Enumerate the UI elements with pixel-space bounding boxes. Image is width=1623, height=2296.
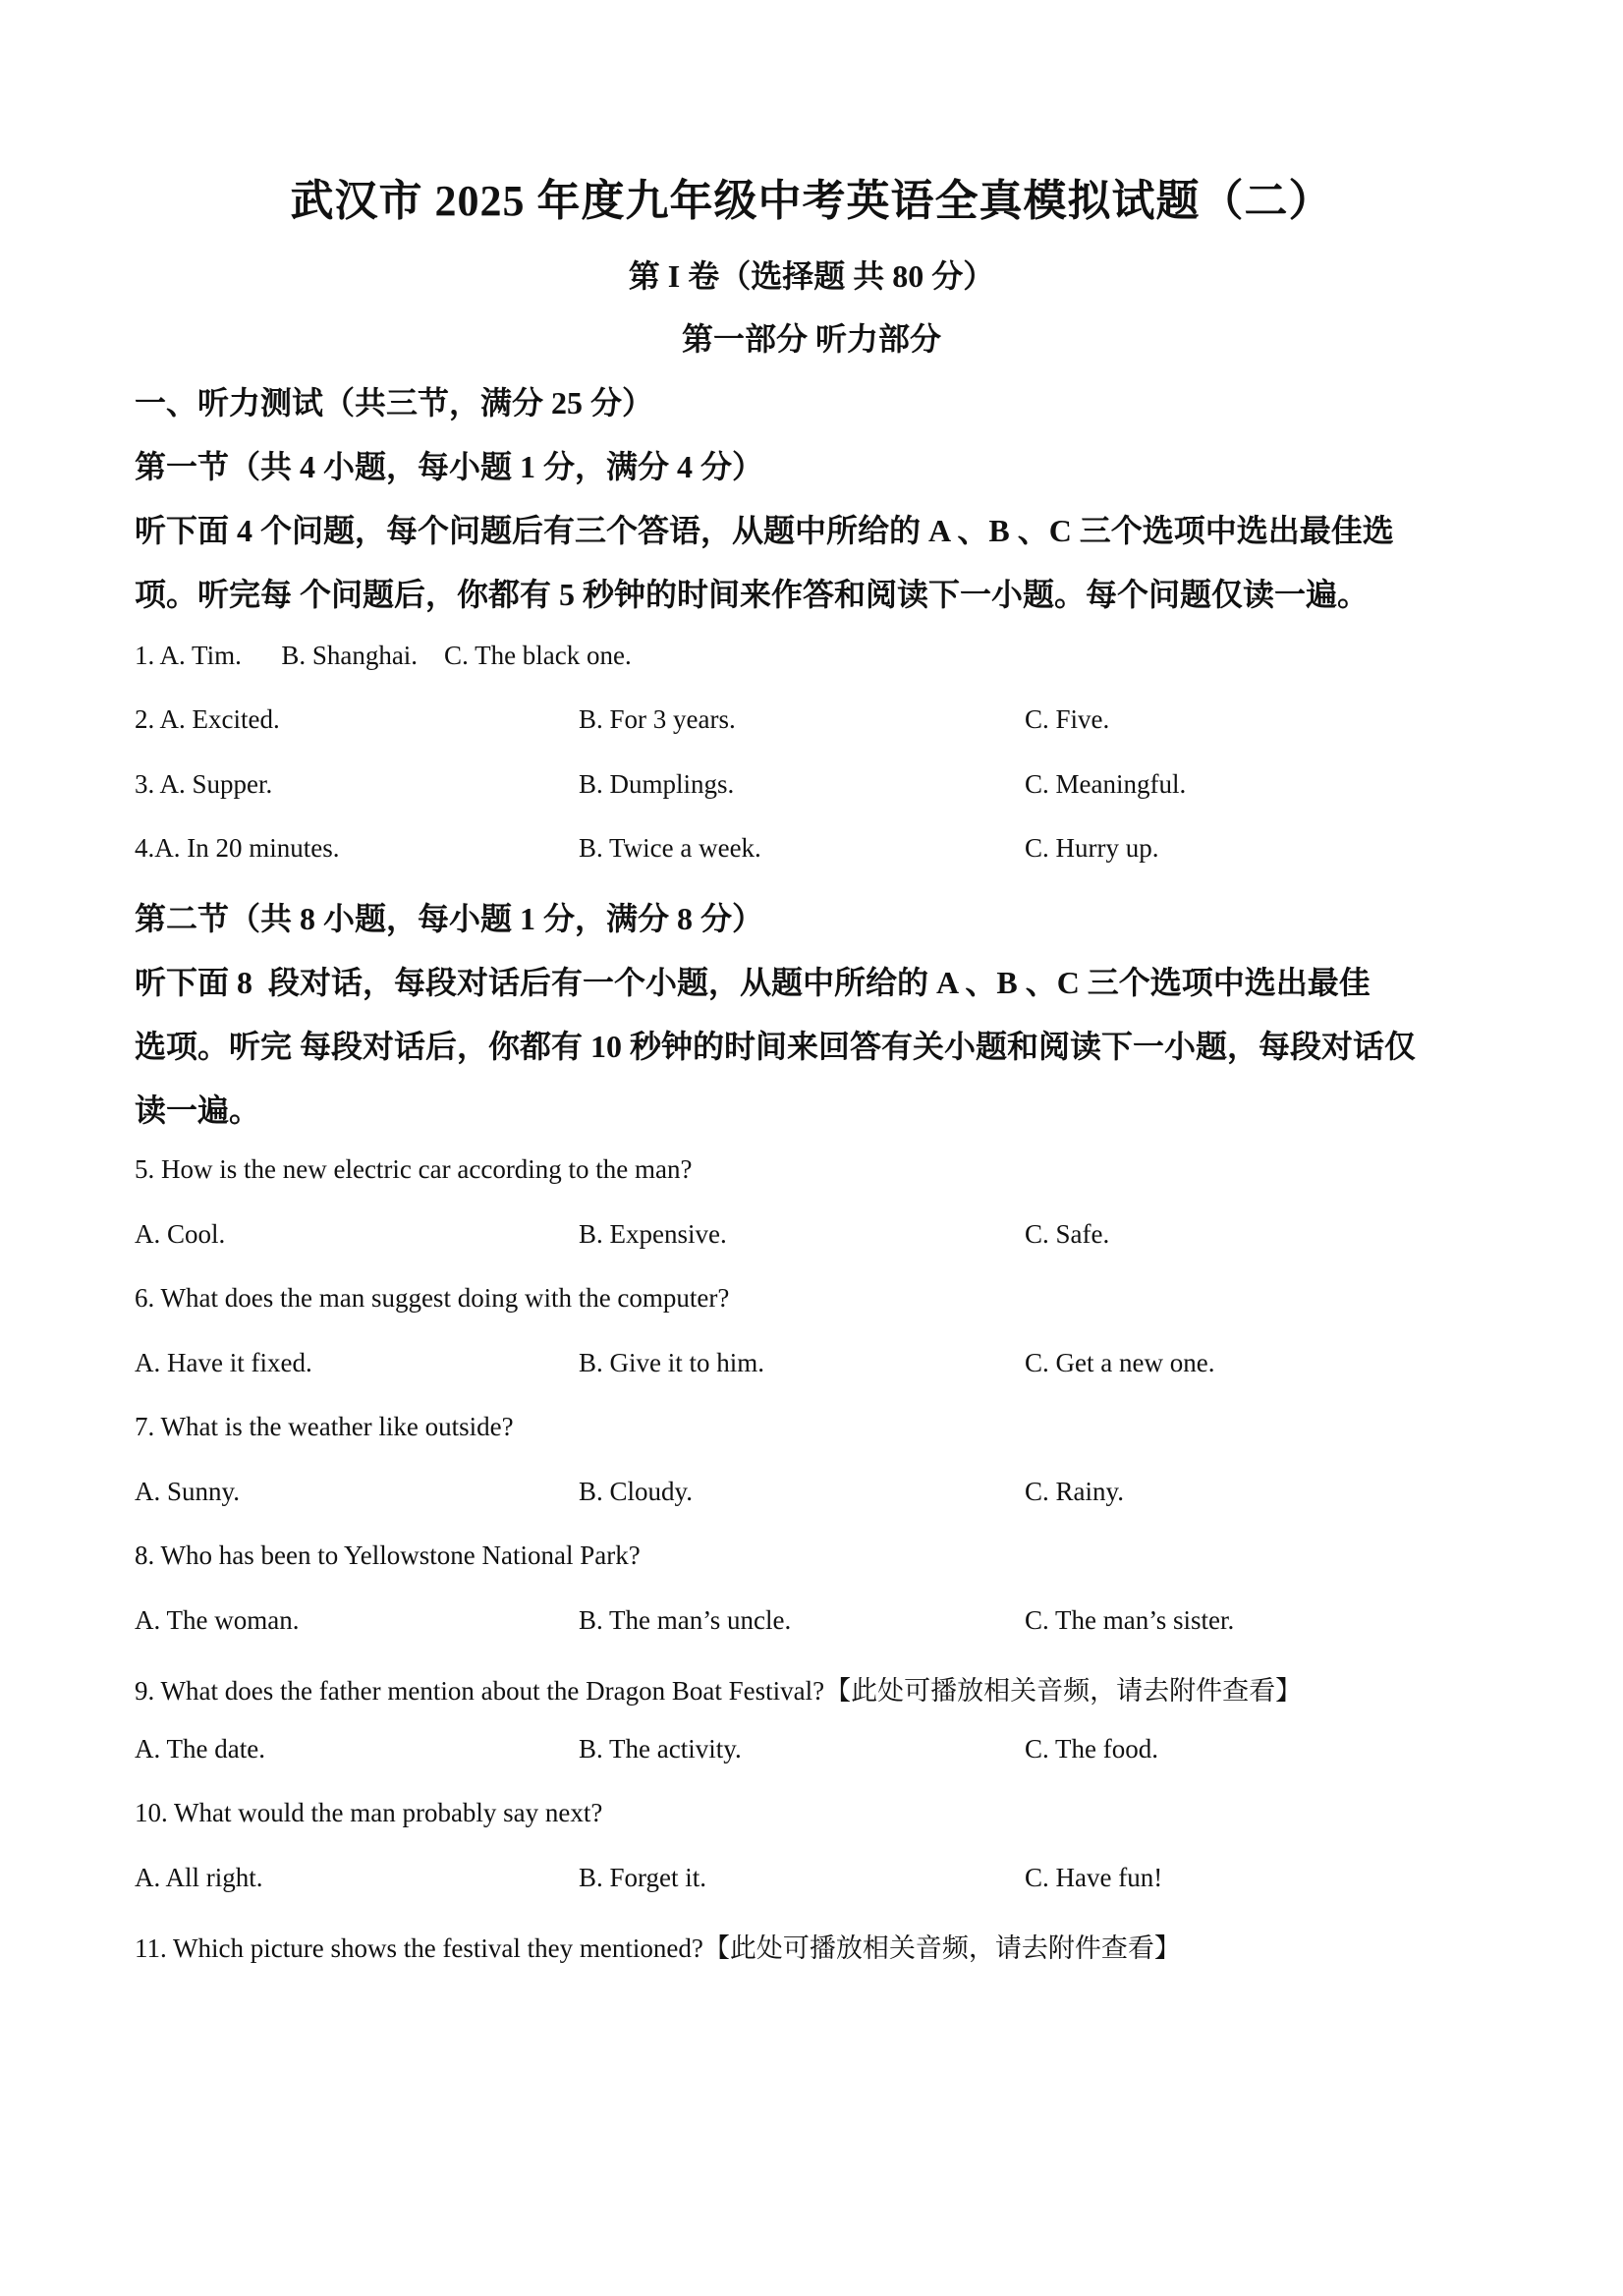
question-1: 1. A. Tim. B. Shanghai. C. The black one. xyxy=(135,641,632,670)
question-8-option-b: B. The man’s uncle. xyxy=(579,1605,792,1635)
section1-instruction-line: 听下面 4 个问题，每个问题后有三个答语，从题中所给的 A 、B 、C 三个选项中选出最佳选 xyxy=(135,513,1394,548)
section-main-heading: 一、听力测试（共三节，满分 25 分） xyxy=(135,385,654,420)
question-5-option-c: C. Safe. xyxy=(1025,1219,1110,1249)
question-8-option-c: C. The man’s sister. xyxy=(1025,1605,1235,1635)
question-10-option-b: B. Forget it. xyxy=(579,1863,707,1892)
question-8-option-a: A. The woman. xyxy=(135,1605,300,1635)
question-6-option-a: A. Have it fixed. xyxy=(135,1348,312,1377)
question-10-option-c: C. Have fun! xyxy=(1025,1863,1163,1892)
section2-instruction-line: 听下面 8 段对话，每段对话后有一个小题，从题中所给的 A 、B 、C 三个选项中选出最佳 xyxy=(135,965,1371,1000)
part-heading: 第一部分 听力部分 xyxy=(681,321,941,357)
exam-title: 武汉市 2025 年度九年级中考英语全真模拟试题（二） xyxy=(290,177,1333,225)
question-4-option-c: C. Hurry up. xyxy=(1025,833,1159,863)
question-5-option-a: A. Cool. xyxy=(135,1219,226,1249)
question-8: 8. Who has been to Yellowstone National Park? xyxy=(135,1540,641,1570)
question-5-option-b: B. Expensive. xyxy=(579,1219,727,1249)
question-7-option-c: C. Rainy. xyxy=(1025,1477,1124,1506)
question-3-option-a: 3. A. Supper. xyxy=(135,769,273,799)
question-6-option-c: C. Get a new one. xyxy=(1025,1348,1215,1377)
question-11: 11. Which picture shows the festival they mentioned?【此处可播放相关音频，请去附件查看】 xyxy=(135,1933,1181,1963)
question-5: 5. How is the new electric car according to the man? xyxy=(135,1154,693,1184)
question-4-option-b: B. Twice a week. xyxy=(579,833,761,863)
section2-heading: 第二节（共 8 小题，每小题 1 分，满分 8 分） xyxy=(135,901,764,936)
question-10: 10. What would the man probably say next? xyxy=(135,1798,603,1827)
question-2-option-b: B. For 3 years. xyxy=(579,704,736,734)
question-9-option-b: B. The activity. xyxy=(579,1734,742,1764)
section1-heading: 第一节（共 4 小题，每小题 1 分，满分 4 分） xyxy=(135,449,764,484)
section2-instruction-line: 读一遍。 xyxy=(135,1092,261,1128)
question-6-option-b: B. Give it to him. xyxy=(579,1348,764,1377)
question-7: 7. What is the weather like outside? xyxy=(135,1412,514,1441)
question-7-option-a: A. Sunny. xyxy=(135,1477,241,1506)
question-6: 6. What does the man suggest doing with the computer? xyxy=(135,1283,730,1313)
question-9-option-a: A. The date. xyxy=(135,1734,265,1764)
question-2-option-a: 2. A. Excited. xyxy=(135,704,280,734)
question-2-option-c: C. Five. xyxy=(1025,704,1110,734)
section1-instruction-line: 项。听完每 个问题后，你都有 5 秒钟的时间来作答和阅读下一小题。每个问题仅读一遍。 xyxy=(135,577,1370,612)
question-7-option-b: B. Cloudy. xyxy=(579,1477,694,1506)
question-9-option-c: C. The food. xyxy=(1025,1734,1158,1764)
question-3-option-b: B. Dumplings. xyxy=(579,769,735,799)
volume-heading: 第 I 卷（选择题 共 80 分） xyxy=(628,258,995,294)
question-10-option-a: A. All right. xyxy=(135,1863,263,1892)
question-4-option-a: 4.A. In 20 minutes. xyxy=(135,833,340,863)
question-9: 9. What does the father mention about the Dragon Boat Festival?【此处可播放相关音频，请去附件查看】 xyxy=(135,1676,1303,1706)
section2-instruction-line: 选项。听完 每段对话后，你都有 10 秒钟的时间来回答有关小题和阅读下一小题，每段对话仅 xyxy=(135,1029,1417,1064)
question-3-option-c: C. Meaningful. xyxy=(1025,769,1187,799)
